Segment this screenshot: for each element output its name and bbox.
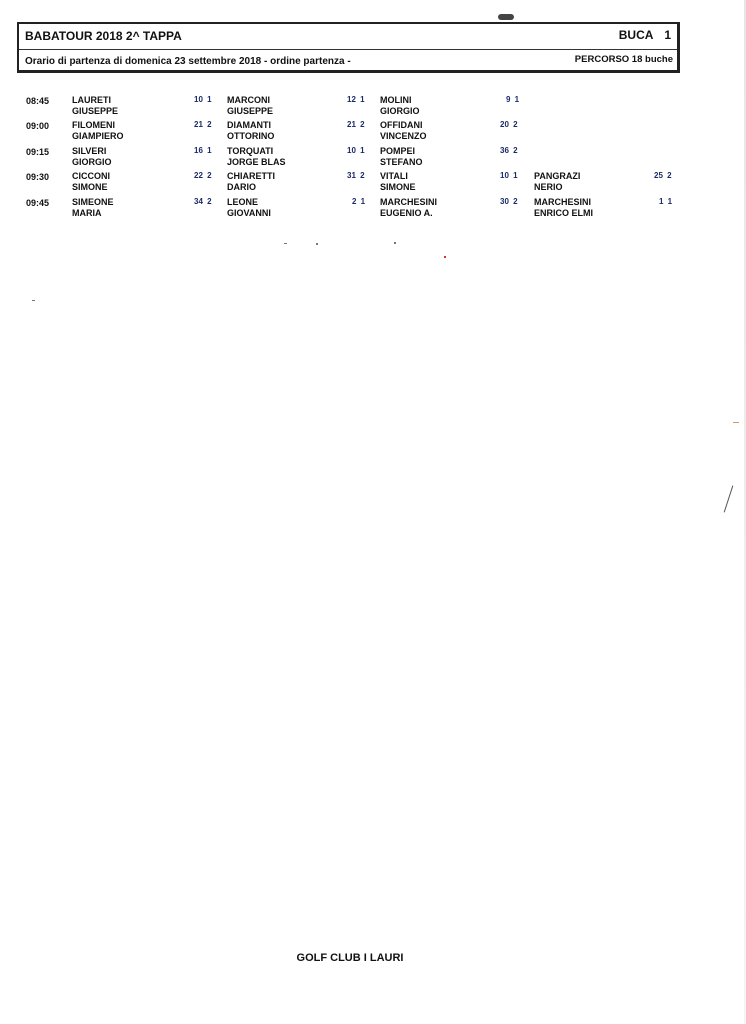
player-name: STEFANO — [380, 157, 423, 167]
tee-time: 09:00 — [26, 121, 50, 131]
player-surname: MARCHESINI — [380, 197, 438, 207]
player-surname: TORQUATI — [227, 146, 274, 156]
player-name: NERIO — [534, 182, 563, 192]
player-hcp: 20 2 — [500, 120, 518, 129]
player-name: DARIO — [227, 182, 256, 192]
player-entry — [72, 146, 112, 168]
player-surname: FILOMENI — [72, 120, 115, 130]
player-name: GIORGIO — [380, 106, 420, 116]
scan-speck — [498, 14, 514, 20]
player-surname: CHIARETTI — [227, 171, 275, 181]
scan-speck — [316, 243, 318, 245]
player-hcp: 36 2 — [500, 146, 518, 155]
scan-speck — [284, 243, 287, 244]
header-box — [17, 22, 680, 73]
player-surname: POMPEI — [380, 146, 416, 156]
player-entry — [72, 120, 124, 142]
tee-time: 09:45 — [26, 198, 50, 208]
player-surname: LEONE — [227, 197, 259, 207]
tee-time: 09:30 — [26, 172, 50, 182]
player-hcp: 30 2 — [500, 197, 518, 206]
player-surname: MOLINI — [380, 95, 412, 105]
tournament-title: BABATOUR 2018 2^ TAPPA — [25, 29, 182, 43]
player-surname: MARCONI — [227, 95, 270, 105]
scan-speck — [724, 486, 734, 513]
player-name: SIMONE — [72, 182, 108, 192]
player-entry — [380, 95, 420, 117]
player-hcp: 16 1 — [194, 146, 212, 155]
player-surname: MARCHESINI — [534, 197, 592, 207]
scan-speck — [444, 256, 446, 258]
player-hcp: 25 2 — [654, 171, 672, 180]
player-surname: SILVERI — [72, 146, 107, 156]
player-entry — [72, 171, 110, 193]
tee-time: 09:15 — [26, 147, 50, 157]
player-name: EUGENIO A. — [380, 208, 433, 218]
player-name: GIUSEPPE — [72, 106, 119, 116]
player-entry — [380, 146, 423, 168]
player-surname: PANGRAZI — [534, 171, 581, 181]
player-entry — [380, 171, 416, 193]
player-surname: CICCONI — [72, 171, 110, 181]
player-surname: VITALI — [380, 171, 408, 181]
player-hcp: 22 2 — [194, 171, 212, 180]
scan-speck — [32, 300, 35, 301]
player-hcp: 9 1 — [506, 95, 520, 104]
player-name: ENRICO ELMI — [534, 208, 594, 218]
player-name: JORGE BLAS — [227, 157, 286, 167]
player-hcp: 12 1 — [347, 95, 365, 104]
player-entry — [534, 171, 580, 193]
club-footer: GOLF CLUB I LAURI — [296, 952, 404, 964]
player-name: GIORGIO — [72, 157, 112, 167]
player-entry — [227, 95, 273, 117]
player-entry — [227, 171, 275, 193]
player-hcp: 2 1 — [352, 197, 366, 206]
player-hcp: 1 1 — [659, 197, 673, 206]
player-surname: LAURETI — [72, 95, 111, 105]
schedule-subtitle: Orario di partenza di domenica 23 settembre 2018 - ordine partenza - — [25, 56, 351, 67]
player-entry — [227, 197, 271, 219]
course-label: PERCORSO 18 buche — [574, 54, 673, 65]
player-entry — [380, 120, 427, 142]
player-name: VINCENZO — [380, 131, 427, 141]
player-hcp: 10 1 — [500, 171, 518, 180]
player-name: MARIA — [72, 208, 102, 218]
player-entry — [72, 95, 118, 117]
player-entry — [72, 197, 114, 219]
player-name: SIMONE — [380, 182, 416, 192]
player-entry — [227, 146, 286, 168]
player-name: OTTORINO — [227, 131, 275, 141]
player-entry — [534, 197, 593, 219]
player-name: GIAMPIERO — [72, 131, 124, 141]
player-hcp: 10 1 — [194, 95, 212, 104]
player-surname: DIAMANTI — [227, 120, 271, 130]
player-entry — [380, 197, 437, 219]
player-surname: OFFIDANI — [380, 120, 423, 130]
hole-label: BUCA 1 — [618, 28, 671, 42]
player-hcp: 21 2 — [194, 120, 212, 129]
player-hcp: 34 2 — [194, 197, 212, 206]
player-hcp: 21 2 — [347, 120, 365, 129]
player-hcp: 10 1 — [347, 146, 365, 155]
scan-speck — [394, 242, 396, 244]
player-name: GIOVANNI — [227, 208, 271, 218]
player-entry — [227, 120, 274, 142]
header-divider — [19, 49, 677, 50]
player-hcp: 31 2 — [347, 171, 365, 180]
player-surname: SIMEONE — [72, 197, 114, 207]
player-name: GIUSEPPE — [227, 106, 274, 116]
scan-speck — [733, 422, 739, 423]
tee-time: 08:45 — [26, 96, 50, 106]
